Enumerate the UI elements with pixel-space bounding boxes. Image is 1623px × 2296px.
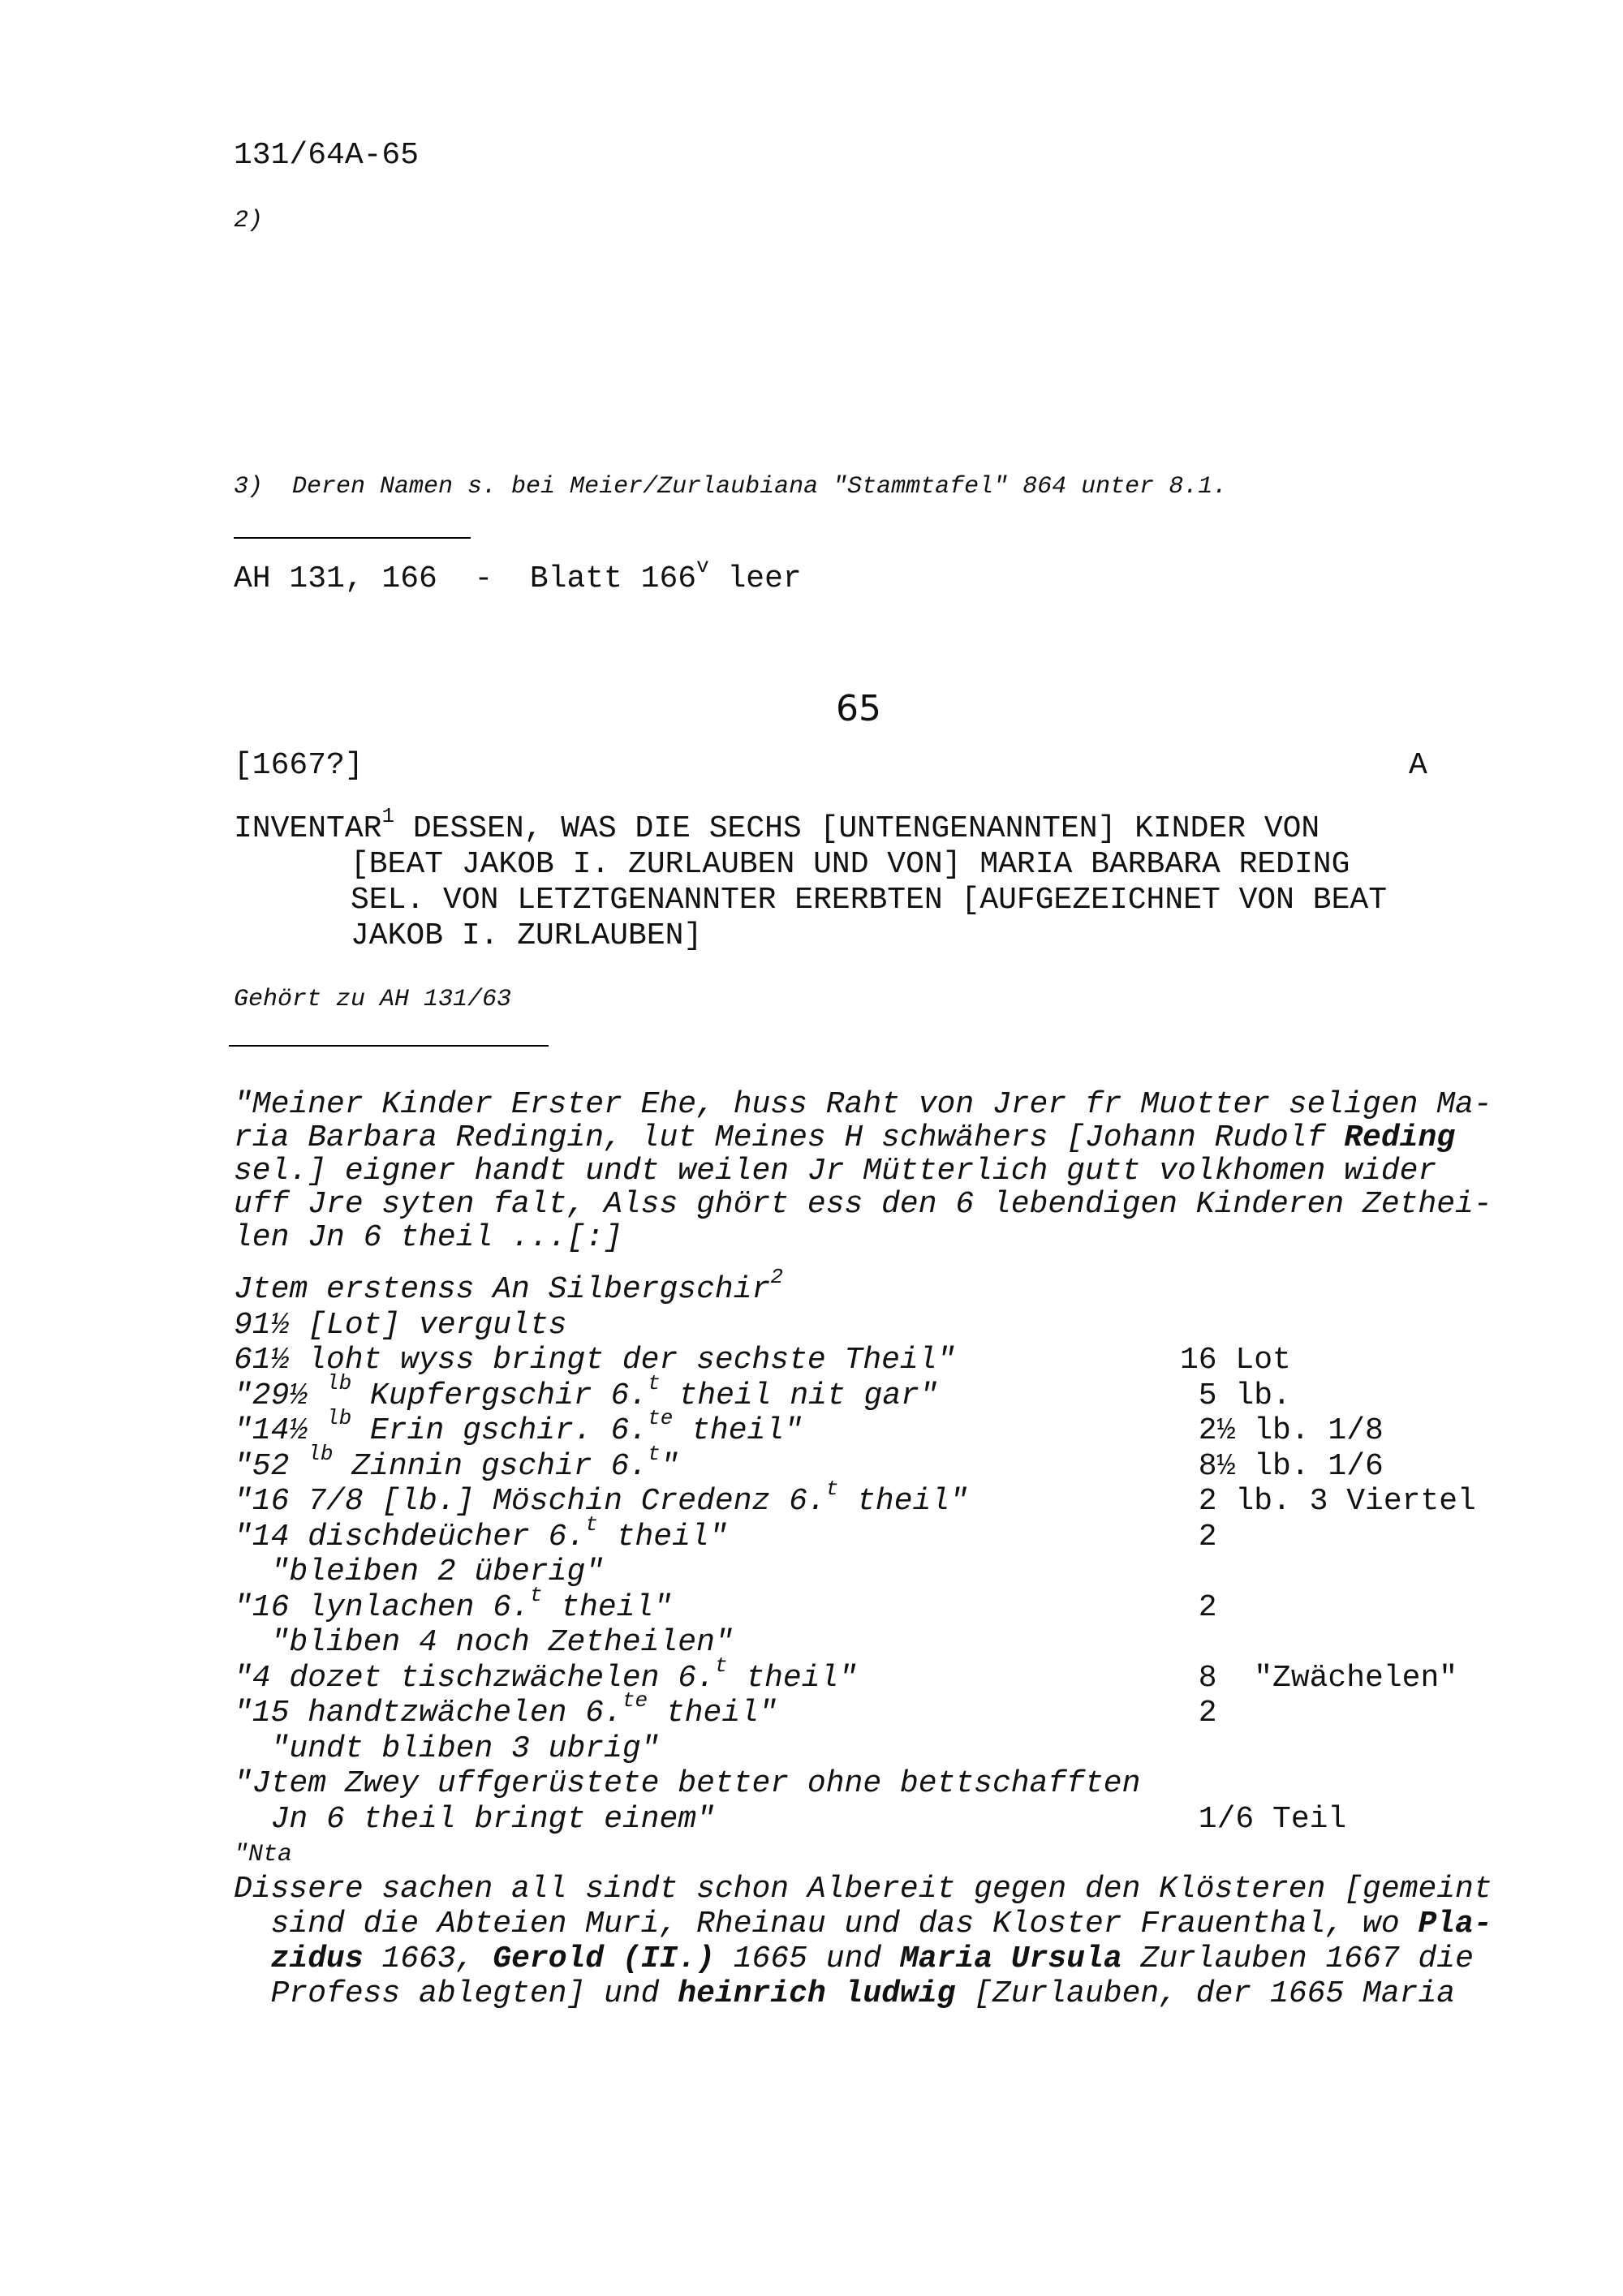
nta-line-4-a2: [Zurlauben, der 1665 Maria	[955, 1976, 1456, 2011]
inventory-item-text: theil"	[838, 1484, 968, 1519]
inventory-item-text: "bleiben 2 überig"	[234, 1554, 605, 1589]
inventory-item-text: Zinnin gschir 6.	[333, 1449, 648, 1484]
ah-line-sup: v	[696, 554, 709, 579]
title-line-1-b: DESSEN, WAS DIE SECHS [UNTENGENANNTEN] KINDER VON	[394, 811, 1320, 846]
inventory-item-left	[234, 1308, 566, 1344]
title-line-1	[234, 804, 1320, 847]
ah-blatt-line	[234, 554, 802, 597]
inventory-item-text: "undt bliben 3 ubrig"	[234, 1731, 660, 1766]
nta-line-3	[234, 1941, 1474, 1977]
inventory-item-left	[234, 1512, 728, 1555]
inventory-item-text: "4 dozet tischzwächelen 6.	[234, 1661, 715, 1696]
inventory-item-text: "16 lynlachen 6.	[234, 1590, 530, 1625]
page-number: 65	[836, 688, 881, 729]
inventory-item-value: 2	[1180, 1520, 1217, 1554]
quote-line-2-text: ria Barbara Redingin, lut Meines H schwähers [Johann Rudolf	[234, 1120, 1345, 1155]
nta-line-2-a: sind die Abteien Muri, Rheinau und das Kloster Frauenthal, wo	[234, 1907, 1419, 1941]
quote-line-4: uff Jre syten falt, Alss ghört ess den 6 lebendigen Kinderen Zethei-	[234, 1187, 1492, 1222]
document-date: [1667?]	[234, 748, 364, 783]
footnote-3: 3) Deren Namen s. bei Meier/Zurlaubiana "Stammtafel" 864 unter 8.1.	[234, 473, 1228, 501]
title-line-4: JAKOB I. ZURLAUBEN]	[351, 918, 703, 953]
ah-line-suffix: leer	[708, 561, 802, 596]
inventory-item-left	[234, 1442, 679, 1485]
inventory-item-left	[234, 1583, 673, 1626]
inventory-item-superscript: t	[648, 1371, 661, 1396]
inventory-item-text: "bliben 4 noch Zetheilen"	[234, 1625, 734, 1660]
header-reference: 131/64A-65	[234, 138, 420, 173]
title-line-3: SEL. VON LETZTGENANNTER ERERBTEN [AUFGEZEICHNET VON BEAT	[351, 883, 1388, 918]
inventory-item-text: Erin gschir. 6.	[351, 1413, 648, 1448]
inventory-item-left	[234, 1625, 734, 1661]
inventory-item-text: "15 handtzwächelen 6.	[234, 1696, 622, 1731]
nta-line-3-a1: 1663,	[363, 1941, 493, 1976]
inventory-item-text: "14½	[234, 1413, 327, 1448]
inventory-item-text: theil"	[727, 1661, 858, 1696]
divider-short	[234, 537, 471, 539]
inventory-item-text: "14 dischdeücher 6.	[234, 1520, 586, 1554]
ah-line-prefix: AH 131, 166 - Blatt 166	[234, 561, 697, 596]
quote-line-5: len Jn 6 theil ...[:]	[234, 1220, 622, 1255]
inventory-item-text: Jtem erstenss An Silbergschir	[234, 1272, 771, 1307]
inventory-item-value: 8½ lb. 1/6	[1180, 1449, 1384, 1484]
inventory-item-superscript: t	[529, 1583, 543, 1608]
quote-line-2	[234, 1120, 1455, 1156]
inventory-item-left	[234, 1653, 858, 1696]
nta-line-1: Dissere sachen all sindt schon Albereit gegen den Klösteren [gemeint	[234, 1872, 1492, 1907]
nta-line-4-a1: Profess ablegten] und	[234, 1976, 678, 2011]
title-line-2: [BEAT JAKOB I. ZURLAUBEN UND VON] MARIA BARBARA REDING	[351, 847, 1350, 882]
inventory-item-text: "52	[234, 1449, 308, 1484]
inventory-item-value: 5 lb.	[1180, 1378, 1291, 1413]
inventory-item-superscript: t	[648, 1442, 661, 1467]
inventory-item-left	[234, 1477, 968, 1520]
inventory-item-superscript: te	[648, 1406, 674, 1431]
inventory-item-text: theil nit gar"	[660, 1378, 938, 1413]
inventory-item-text: theil"	[542, 1590, 673, 1625]
nta-name-heinrich-ludwig: heinrich ludwig	[678, 1976, 956, 2011]
inventory-item-text: "29½	[234, 1378, 327, 1413]
quote-line-1: "Meiner Kinder Erster Ehe, huss Raht von Jrer fr Muotter seligen Ma-	[234, 1087, 1492, 1122]
quote-line-3: sel.] eigner handt undt weilen Jr Mütterlich gutt volkhomen wider	[234, 1154, 1437, 1189]
inventory-item-text: "	[660, 1449, 679, 1484]
nta-name-plazidus-a: Pla-	[1418, 1907, 1492, 1941]
inventory-item-text: Kupfergschir 6.	[351, 1378, 648, 1413]
nta-line-3-a3: Zurlauben 1667 die	[1121, 1941, 1474, 1976]
inventory-item-left	[234, 1554, 604, 1590]
inventory-item-superscript: t	[585, 1512, 598, 1537]
inventory-item-superscript: te	[622, 1688, 648, 1713]
nta-name-gerold: Gerold (II.)	[493, 1941, 715, 1976]
inventory-item-text: "16 7/8 [lb.] Möschin Credenz 6.	[234, 1484, 826, 1519]
title-footnote-marker: 1	[381, 804, 395, 829]
inventory-item-superscript: lb	[326, 1371, 352, 1396]
inventory-item-value: 2½ lb. 1/8	[1180, 1413, 1384, 1448]
nta-name-plazidus-b: zidus	[234, 1941, 364, 1976]
inventory-item-text: 61½ loht wyss bringt der sechste Theil"	[234, 1343, 956, 1378]
inventory-item-value: 1/6 Teil	[1180, 1802, 1347, 1837]
document-letter: A	[1409, 748, 1427, 783]
inventory-item-superscript: t	[825, 1477, 839, 1502]
inventory-item-value: 8 "Zwächelen"	[1180, 1661, 1458, 1696]
inventory-item-value: 2	[1180, 1590, 1217, 1625]
inventory-item-value: 2	[1180, 1696, 1217, 1731]
inventory-item-value: 2 lb. 3 Viertel	[1180, 1484, 1476, 1519]
footnote-2-label: 2)	[234, 207, 264, 234]
inventory-item-superscript: t	[714, 1653, 728, 1679]
belongs-to-note: Gehört zu AH 131/63	[234, 986, 512, 1013]
inventory-item-text: 91½ [Lot] vergults	[234, 1308, 567, 1343]
inventory-item-left	[234, 1731, 660, 1767]
inventory-item-text: theil"	[597, 1520, 728, 1554]
inventory-item-text: theil"	[673, 1413, 803, 1448]
inventory-item-superscript: 2	[770, 1265, 783, 1290]
inventory-item-text: Jn 6 theil bringt einem"	[234, 1802, 715, 1837]
inventory-item-value: 16 Lot	[1180, 1343, 1291, 1378]
inventory-item-superscript: lb	[308, 1442, 334, 1467]
nta-name-maria-ursula: Maria Ursula	[899, 1941, 1122, 1976]
inventory-item-text: theil"	[648, 1696, 777, 1731]
title-line-1-a: INVENTAR	[234, 811, 382, 846]
inventory-item-left	[234, 1688, 777, 1731]
inventory-item-superscript: lb	[326, 1406, 352, 1431]
quote-name-reding: Reding	[1344, 1120, 1456, 1155]
inventory-item-left	[234, 1265, 783, 1308]
inventory-item-left	[234, 1802, 715, 1838]
inventory-item-text: "Jtem Zwey uffgerüstete better ohne bettschafften	[234, 1766, 1141, 1801]
divider-long	[229, 1045, 549, 1047]
nta-label: "Nta	[234, 1841, 293, 1868]
nta-line-3-a2: 1665 und	[714, 1941, 900, 1976]
nta-line-2	[234, 1907, 1492, 1942]
nta-line-4	[234, 1976, 1455, 2012]
inventory-item-left	[234, 1766, 1140, 1802]
